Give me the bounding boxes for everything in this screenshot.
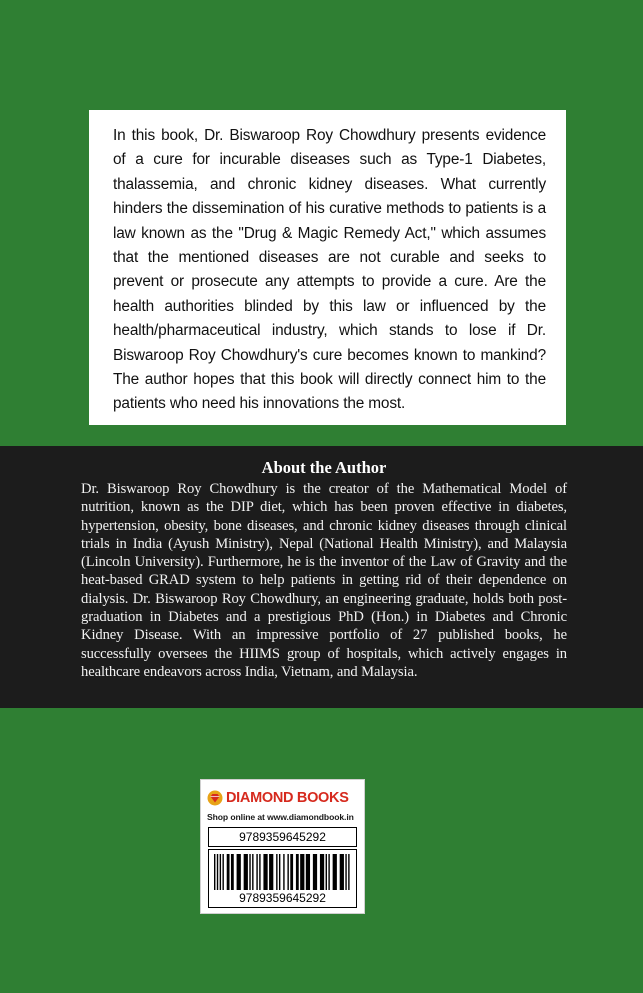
barcode-bar bbox=[276, 854, 277, 890]
publisher-url: Shop online at www.diamondbook.in bbox=[207, 812, 354, 822]
barcode-bar bbox=[290, 854, 293, 890]
about-author-text: Dr. Biswaroop Roy Chowdhury is the creator of the Mathematical Model of nutrition, known as the DIP diet, which has been proven effective in diabetes, hypertension, obesity, bone diseases, and chronic kidney diseases through clinical trials in India (Ayush Ministry), Nepal (National Health Ministry), and Malaysia (Lincoln University). Furthermore, he is the inventor of the Law of Gravity and the heat-based GRAD system to help patients in getting rid of their dependence on dialysis. Dr. Biswaroop Roy Chowdhury, an engineering graduate, holds both post-graduation in Diabetes and a prestigious PhD (Hon.) in Diabetes and Chronic Kidney Disease. With an impressive portfolio of 27 published books, he successfully oversees the HIIMS group of hospitals, which actively engages in healthcare endeavors across India, Vietnam, and Malaysia. bbox=[81, 481, 567, 680]
barcode-digits: 9789359645292 bbox=[239, 891, 326, 905]
barcode-bar bbox=[345, 854, 346, 890]
barcode-bar bbox=[300, 854, 304, 890]
barcode-bar bbox=[279, 854, 280, 890]
isbn-label: 9789359645292 bbox=[208, 827, 357, 847]
barcode-bar bbox=[249, 854, 250, 890]
about-author-heading: About the Author bbox=[261, 458, 387, 477]
barcode-bar bbox=[287, 854, 288, 890]
barcode-bar bbox=[214, 854, 215, 890]
barcode-bar bbox=[328, 854, 329, 890]
barcode-bar bbox=[313, 854, 317, 890]
barcode-bar bbox=[252, 854, 253, 890]
barcode-bar bbox=[263, 854, 267, 890]
barcode-bar bbox=[326, 854, 327, 890]
diamond-logo-icon bbox=[207, 790, 223, 806]
about-author-section bbox=[0, 446, 643, 708]
barcode-bar bbox=[237, 854, 241, 890]
barcode-bar bbox=[220, 854, 221, 890]
blurb-text: In this book, Dr. Biswaroop Roy Chowdhury presents evidence of a cure for incurable diseases such as Type-1 Diabetes, thalassemia, and chronic kidney diseases. What currently hinders the dissemination of his curative methods to patients is a law known as the "Drug & Magic Remedy Act," which assumes that the mentioned diseases are not curable and seeks to prevent or prosecute any attempts to provide a cure. Are the health authorities blinded by this law or influenced by the health/pharmaceutical industry, which stands to lose if Dr. Biswaroop Roy Chowdhury's cure becomes known to mankind? The author hopes that this book will directly connect him to the patients who need his innovations the most. bbox=[113, 127, 546, 413]
barcode-bar bbox=[244, 854, 248, 890]
barcode-bar bbox=[283, 854, 284, 890]
publisher-name: DIAMOND BOOKS bbox=[226, 790, 349, 806]
barcode-bar bbox=[269, 854, 273, 890]
publisher-box bbox=[200, 779, 365, 914]
barcode-bars bbox=[214, 854, 351, 890]
barcode-bar bbox=[222, 854, 223, 890]
barcode-bar bbox=[227, 854, 230, 890]
publisher-brand bbox=[207, 788, 349, 808]
barcode-bar bbox=[340, 854, 344, 890]
blurb-box bbox=[89, 110, 566, 425]
barcode-bar bbox=[217, 854, 218, 890]
barcode-bar bbox=[231, 854, 234, 890]
barcode-bar bbox=[306, 854, 310, 890]
barcode-bar bbox=[333, 854, 337, 890]
barcode bbox=[208, 849, 357, 908]
barcode-bar bbox=[259, 854, 260, 890]
barcode-bar bbox=[256, 854, 257, 890]
barcode-bar bbox=[296, 854, 299, 890]
barcode-bar bbox=[348, 854, 349, 890]
barcode-bar bbox=[320, 854, 324, 890]
